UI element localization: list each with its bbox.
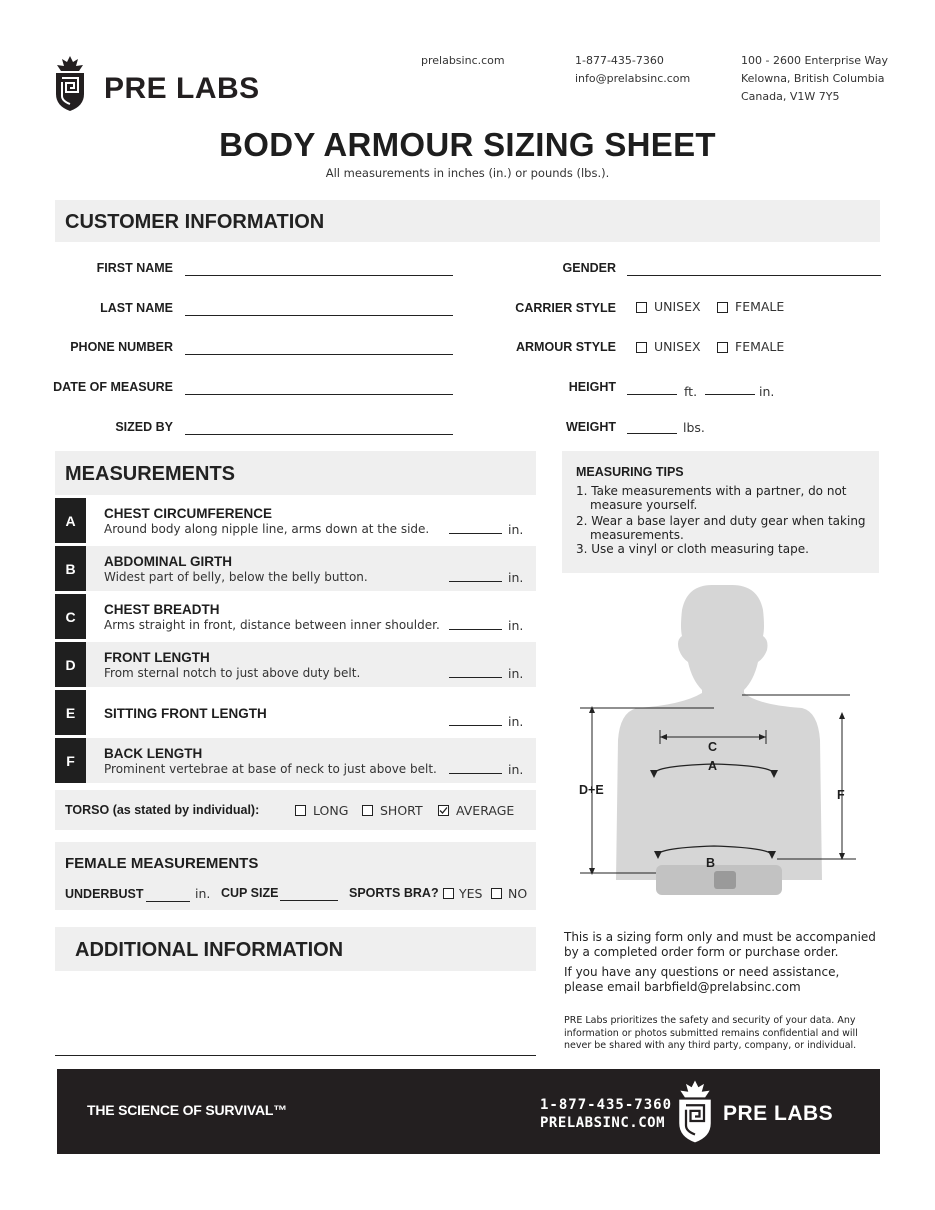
footer-shield-logo-icon (677, 1079, 713, 1145)
weight-unit: lbs. (683, 420, 705, 435)
measurement-letter: B (55, 546, 86, 591)
footer-web[interactable]: PRELABSINC.COM (540, 1115, 666, 1131)
check-icon (439, 806, 448, 815)
armour-style-label: ARMOUR STYLE (516, 340, 616, 354)
header-phone[interactable]: 1-877-435-7360 (575, 54, 664, 67)
assistance-note: If you have any questions or need assistance, please email barbfield@prelabsinc.com (564, 965, 840, 994)
measurement-unit: in. (508, 618, 524, 633)
measurement-letter: D (55, 642, 86, 687)
torso-label: TORSO (as stated by individual): (65, 803, 260, 817)
customer-info-band (55, 200, 880, 242)
torso-band (55, 790, 536, 830)
measurement-row-f (55, 738, 536, 783)
sports-bra-yes-checkbox[interactable] (443, 888, 454, 899)
measurement-value-field[interactable] (449, 773, 502, 774)
diagram-label-b: B (706, 856, 716, 870)
measurement-value-field[interactable] (449, 581, 502, 582)
torso-average-label: AVERAGE (456, 803, 515, 818)
measurement-row-a (55, 498, 536, 543)
header-logo (54, 56, 314, 114)
measurement-row-d (55, 642, 536, 687)
sports-bra-no-label: NO (508, 886, 528, 901)
measurement-row-e (55, 690, 536, 735)
height-ft-unit: ft. (684, 384, 698, 399)
first-name-label: FIRST NAME (96, 261, 173, 275)
weight-field[interactable] (627, 433, 677, 434)
header-address-line3: Canada, V1W 7Y5 (741, 90, 840, 103)
height-ft-field[interactable] (627, 394, 677, 395)
carrier-female-label: FEMALE (735, 299, 785, 314)
phone-number-field[interactable] (185, 354, 453, 355)
torso-average-checkbox[interactable] (438, 805, 449, 816)
underbust-label: UNDERBUST (65, 887, 144, 901)
measurement-title: BACK LENGTH (104, 746, 203, 761)
measurement-title: FRONT LENGTH (104, 650, 210, 665)
torso-long-label: LONG (313, 803, 349, 818)
female-measurements-band (55, 842, 536, 910)
sports-bra-no-checkbox[interactable] (491, 888, 502, 899)
tip-1-cont: measure yourself. (590, 498, 698, 512)
measurement-row-c (55, 594, 536, 639)
privacy-note: PRE Labs prioritizes the safety and security of your data. Any information or photos submitted remains confidential and will never be shared with any third party, company, or individual. (564, 1015, 858, 1051)
female-measurements-heading: FEMALE MEASUREMENTS (65, 855, 259, 872)
additional-info-line (55, 1055, 536, 1056)
measurement-unit: in. (508, 666, 524, 681)
sizing-form-note: This is a sizing form only and must be accompanied by a completed order form or purchase order. (564, 930, 876, 959)
measurement-letter: E (55, 690, 86, 735)
measurement-row-b (55, 546, 536, 591)
header-email[interactable]: info@prelabsinc.com (575, 72, 691, 85)
measurement-title: SITTING FRONT LENGTH (104, 706, 267, 721)
additional-info-band (55, 927, 536, 971)
underbust-field[interactable] (146, 901, 190, 902)
height-in-unit: in. (759, 384, 775, 399)
date-of-measure-field[interactable] (185, 394, 453, 395)
measurement-description: From sternal notch to just above duty belt. (104, 666, 361, 680)
header-address-line2: Kelowna, British Columbia (741, 72, 885, 85)
additional-info-area[interactable] (55, 975, 536, 1055)
measurement-unit: in. (508, 570, 524, 585)
measurement-description: Around body along nipple line, arms down at the side. (104, 522, 430, 536)
cup-size-field[interactable] (280, 900, 338, 901)
cup-size-label: CUP SIZE (221, 886, 279, 900)
measurement-letter: A (55, 498, 86, 543)
additional-info-heading: ADDITIONAL INFORMATION (75, 939, 344, 961)
measuring-tips-heading: MEASURING TIPS (576, 465, 684, 479)
tip-3: 3. Use a vinyl or cloth measuring tape. (576, 542, 809, 556)
diagram-label-de: D+E (579, 783, 604, 797)
gender-field[interactable] (627, 275, 881, 276)
measurement-unit: in. (508, 714, 524, 729)
last-name-field[interactable] (185, 315, 453, 316)
height-in-field[interactable] (705, 394, 755, 395)
torso-long-checkbox[interactable] (295, 805, 306, 816)
measurement-unit: in. (508, 522, 524, 537)
measurement-value-field[interactable] (449, 629, 502, 630)
height-label: HEIGHT (568, 380, 616, 394)
torso-short-label: SHORT (380, 803, 423, 818)
measurements-heading: MEASUREMENTS (65, 463, 236, 485)
page-title: BODY ARMOUR SIZING SHEET (219, 126, 716, 163)
underbust-unit: in. (195, 886, 211, 901)
weight-label: WEIGHT (566, 420, 616, 434)
measurement-unit: in. (508, 762, 524, 777)
footer-bar (57, 1069, 880, 1154)
measurement-value-field[interactable] (449, 533, 502, 534)
footer-brand: PRE LABS (723, 1102, 834, 1125)
shield-logo-icon (54, 56, 86, 112)
sports-bra-yes-label: YES (459, 886, 483, 901)
footer-tagline: THE SCIENCE OF SURVIVAL™ (87, 1102, 288, 1118)
sports-bra-label: SPORTS BRA? (349, 886, 439, 900)
armour-female-checkbox[interactable] (717, 342, 728, 353)
sized-by-label: SIZED BY (115, 420, 173, 434)
carrier-unisex-label: UNISEX (654, 299, 701, 314)
measurement-title: ABDOMINAL GIRTH (104, 554, 232, 569)
tip-2-cont: measurements. (590, 528, 684, 542)
measurement-title: CHEST BREADTH (104, 602, 220, 617)
measurement-value-field[interactable] (449, 677, 502, 678)
armour-unisex-checkbox[interactable] (636, 342, 647, 353)
measurements-band (55, 451, 536, 495)
header-website[interactable]: prelabsinc.com (421, 54, 505, 67)
footer-phone[interactable]: 1-877-435-7360 (540, 1097, 673, 1113)
carrier-unisex-checkbox[interactable] (636, 302, 647, 313)
measurement-letter: C (55, 594, 86, 639)
phone-number-label: PHONE NUMBER (70, 340, 173, 354)
body-figure-icon (562, 580, 880, 910)
gender-label: GENDER (562, 261, 616, 275)
diagram-label-a: A (708, 759, 718, 773)
torso-short-checkbox[interactable] (362, 805, 373, 816)
tip-2: 2. Wear a base layer and duty gear when taking (576, 514, 866, 528)
diagram-label-c: C (708, 740, 718, 754)
brand-name: PRE LABS (104, 72, 260, 105)
measurement-description: Widest part of belly, below the belly button. (104, 570, 368, 584)
diagram-label-f: F (837, 788, 845, 802)
page-subtitle: All measurements in inches (in.) or pounds (lbs.). (325, 166, 610, 180)
tip-1: 1. Take measurements with a partner, do not (576, 484, 847, 498)
armour-female-label: FEMALE (735, 339, 785, 354)
measurement-description: Prominent vertebrae at base of neck to just above belt. (104, 762, 437, 776)
measurement-value-field[interactable] (449, 725, 502, 726)
last-name-label: LAST NAME (100, 301, 173, 315)
sized-by-field[interactable] (185, 434, 453, 435)
carrier-style-label: CARRIER STYLE (515, 301, 616, 315)
measuring-tips-box (562, 451, 879, 573)
body-diagram (562, 580, 880, 910)
measurement-description: Arms straight in front, distance between inner shoulder. (104, 618, 440, 632)
measurement-letter: F (55, 738, 86, 783)
customer-info-heading: CUSTOMER INFORMATION (65, 211, 325, 233)
date-of-measure-label: DATE OF MEASURE (53, 380, 173, 394)
header-address-line1: 100 - 2600 Enterprise Way (741, 54, 888, 67)
first-name-field[interactable] (185, 275, 453, 276)
armour-unisex-label: UNISEX (654, 339, 701, 354)
carrier-female-checkbox[interactable] (717, 302, 728, 313)
measurement-title: CHEST CIRCUMFERENCE (104, 506, 273, 521)
